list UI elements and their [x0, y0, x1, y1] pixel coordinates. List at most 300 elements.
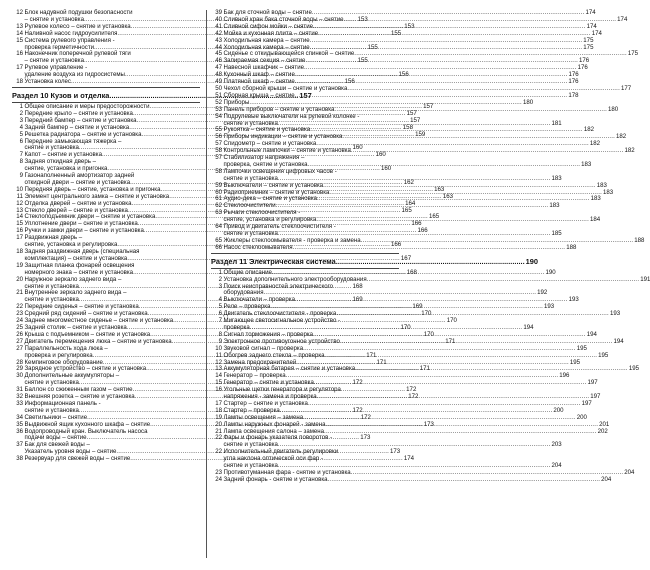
- leader-dots: [336, 311, 609, 318]
- toc-entry: [211, 282, 548, 298]
- entry-line-text: Светильники – снятие: [24, 413, 88, 421]
- entry-page-number: 182: [583, 126, 594, 134]
- entry-page-number: 202: [597, 427, 608, 435]
- entry-line-text: снятие и установка: [24, 282, 79, 290]
- entry-page-number: 153: [357, 15, 368, 23]
- entry-page-number: 194: [523, 323, 534, 331]
- entry-page-number: 188: [634, 236, 645, 244]
- entry-page-number: 165: [428, 213, 440, 221]
- entry-line-text: Звуковой сигнал – проверка: [223, 344, 304, 352]
- entry-number: 12: [16, 199, 23, 207]
- entry-line-text: Двигатель перемещения люка – снятие и установка: [24, 337, 172, 345]
- entry-page-number: 171: [366, 351, 377, 359]
- entry-line-text: Передний бампер – снятие и установка: [24, 116, 137, 124]
- entry-number: 15: [215, 379, 222, 387]
- entry-page-number: 175: [583, 43, 594, 51]
- entry-number: 9: [19, 172, 23, 180]
- entry-line-text: Стекло дверей – снятие и установка: [24, 206, 128, 214]
- entry-line-text: Бак для сточной воды – снятие: [223, 9, 312, 16]
- entry-number: 3: [19, 116, 23, 124]
- entry-page-number: 195: [598, 351, 609, 359]
- entry-number: 47: [215, 64, 222, 72]
- entry-page-number: 192: [537, 289, 548, 297]
- entry-number: 41: [215, 22, 222, 30]
- entry-line-text: Запираемая секция – снятие: [223, 57, 306, 65]
- entry-page-number: 166: [411, 220, 422, 228]
- entry-page-number: 175: [583, 36, 594, 44]
- entry-number: 4: [218, 296, 222, 304]
- section-title: Раздел 10 Кузов и отделка: [12, 90, 110, 100]
- entry-line-text: Панель приборов – снятие и установка: [223, 105, 335, 113]
- entry-page-number: 172: [406, 386, 417, 394]
- entry-page-number: 172: [352, 379, 363, 387]
- entry-page-number: 155: [357, 57, 368, 65]
- entry-page-number: 155: [391, 29, 402, 37]
- entry-page-number: 177: [620, 84, 632, 92]
- entry-line-text: Стеклоподъемник двери – снятие и установка: [24, 213, 156, 221]
- entry-page-number: 197: [590, 393, 601, 401]
- entry-line-text: Водопроводный кран. Выключатель насоса: [24, 427, 148, 435]
- entry-line-text: снятие и установка: [24, 296, 79, 304]
- entry-page-number: 170: [400, 323, 411, 331]
- entry-line-text: снятие и установка: [24, 379, 79, 387]
- entry-number: 2: [218, 275, 222, 283]
- entry-page-number: 197: [587, 379, 598, 387]
- entry-page-number: 166: [417, 227, 428, 235]
- entry-page-number: 174: [585, 9, 596, 16]
- entry-page-number: 159: [415, 130, 426, 138]
- entry-number: 26: [16, 330, 23, 338]
- entry-page-number: 184: [589, 216, 601, 224]
- entry-number: 54: [215, 112, 222, 120]
- entry-page-number: 157: [410, 116, 421, 124]
- entry-page-number: 171: [419, 365, 430, 373]
- toc-entry: [211, 154, 592, 169]
- entry-number: 20: [16, 275, 23, 283]
- leader-dots: [308, 162, 581, 169]
- entry-number: 40: [215, 15, 222, 23]
- entry-line-text: Выдвижной ящик кухонного шкафа – снятие: [24, 420, 151, 428]
- entry-line-text: Защитная планка фонарей освещения: [24, 261, 135, 269]
- entry-page-number: 176: [568, 71, 579, 79]
- entry-number: 12: [16, 9, 23, 16]
- entry-page-number: 185: [551, 230, 562, 237]
- entry-line-text: Реле – проверка: [223, 303, 271, 311]
- entry-line-text: Подрулевые выключатели на рулевой колонке -: [223, 112, 360, 120]
- entry-number: 49: [215, 78, 222, 86]
- entry-page-number: 156: [344, 78, 355, 86]
- entry-line-text: угла наклона оптической оси фар -: [223, 455, 323, 463]
- entry-line-text: Зарядное устройство – снятие и установка: [24, 365, 147, 373]
- entry-page-number: 204: [551, 462, 562, 470]
- entry-page-number: 156: [398, 71, 409, 79]
- entry-number: 27: [16, 344, 23, 352]
- entry-line-text: Дополнительные аккумуляторы –: [24, 372, 120, 380]
- entry-line-text: Указатель уровня воды – снятие: [24, 448, 117, 456]
- entry-number: 48: [215, 71, 222, 79]
- entry-line-text: Стабилизатор напряжения –: [223, 154, 305, 162]
- entry-line-text: снятие и установка: [223, 174, 278, 182]
- entry-page-number: 183: [603, 188, 614, 196]
- entry-number: 44: [215, 43, 222, 51]
- entry-number: 19: [215, 413, 222, 421]
- entry-line-text: Рулевое колесо – снятие и установка: [24, 22, 131, 30]
- entry-page-number: 193: [568, 296, 579, 304]
- entry-line-text: снятие, установка и регулировка: [24, 241, 118, 249]
- entry-number: 11: [215, 351, 222, 359]
- section-rule-top: [12, 87, 200, 88]
- entry-number: 7: [19, 151, 23, 159]
- entry-page-number: 195: [628, 365, 639, 373]
- entry-line-text: Противотуманная фара - снятие и установка: [223, 469, 351, 476]
- entry-number: 57: [215, 154, 222, 162]
- entry-line-text: Мигающее светосигнальное устройство -: [223, 317, 341, 325]
- entry-number: 19: [16, 261, 23, 269]
- entry-number: 62: [215, 202, 222, 210]
- entry-line-text: удаление воздуха из гидросистемы: [24, 71, 125, 79]
- entry-line-text: Чехол сборной крыши – снятие и установка: [223, 84, 348, 92]
- entry-number: 1: [218, 268, 222, 276]
- entry-line-text: Рулевое управление -: [24, 64, 88, 72]
- entry-line-text: Контрольные лампочки – снятие и установка: [223, 147, 351, 155]
- entry-page-number: 190: [545, 268, 556, 276]
- entry-line-text: Общее описание и меры предосторожности: [24, 102, 150, 110]
- entry-text: [223, 434, 562, 449]
- entry-line-text: Стеклоочистители: [223, 202, 276, 210]
- entry-line-text: Общие описание: [223, 268, 272, 276]
- entry-line-text: Сборная крыша – снятие: [223, 91, 295, 99]
- entry-number: 37: [16, 441, 23, 449]
- entry-page-number: 160: [375, 151, 386, 159]
- entry-page-number: 160: [352, 144, 363, 152]
- entry-line-text: Аудио-дека – снятие и установка: [223, 195, 318, 203]
- entry-page-number: 171: [376, 358, 387, 366]
- entry-line-text: Замена предохранителей: [223, 358, 297, 366]
- entry-page-number: 160: [381, 165, 392, 173]
- entry-line-text: Поиск неисправностей электрического: [223, 282, 334, 290]
- entry-number: 23: [16, 310, 23, 318]
- leader-dots: [276, 199, 549, 210]
- entry-number: 1: [19, 102, 23, 110]
- entry-number: 12: [215, 358, 222, 366]
- entry-page-number: 182: [624, 147, 635, 155]
- entry-number: 65: [215, 236, 222, 244]
- entry-line-text: Фары и фонарь указателя поворотов -: [223, 434, 333, 442]
- entry-number: 6: [218, 310, 222, 318]
- entry-page-number: 195: [569, 358, 581, 366]
- entry-number: 14: [215, 372, 222, 380]
- entry-number: 2: [19, 109, 23, 117]
- entry-page-number: 176: [577, 64, 588, 72]
- entry-number: 9: [218, 337, 222, 345]
- entry-line-text: Информационная панель -: [24, 399, 101, 407]
- entry-line-text: Параллельность хода люка –: [24, 344, 108, 352]
- entry-number: 17: [16, 234, 23, 242]
- entry-page-number: 183: [551, 174, 562, 182]
- entry-line: [223, 475, 612, 484]
- entry-line-text: снятие, установка и регулировка: [223, 216, 317, 224]
- entry-number: 45: [215, 50, 222, 58]
- entry-number: 11: [16, 192, 23, 200]
- entry-page-number: 195: [576, 344, 587, 352]
- entry-page-number: 155: [367, 43, 378, 51]
- section-title: Раздел 11 Электрическая система: [211, 256, 336, 266]
- entry-line-text: Задняя откидная дверь –: [24, 158, 96, 166]
- entry-number: 46: [215, 57, 222, 65]
- entry-line-text: Капот – снятие и установка: [24, 151, 102, 159]
- toc-entry: [211, 434, 562, 449]
- entry-page-number: 204: [601, 475, 612, 483]
- table-of-contents-page: [12, 9, 650, 558]
- entry-line-text: Стартер – проверка: [223, 406, 280, 414]
- entry-line-text: проверка, снятие и установка: [223, 160, 308, 168]
- leader-dots: [336, 254, 525, 267]
- entry-line-text: Выключатели – снятие и установка: [223, 181, 324, 189]
- entry-number: 21: [16, 289, 23, 297]
- entry-line-text: – снятие и установка: [24, 57, 84, 65]
- entry-line-text: Сигнал торможения – проверка: [223, 330, 314, 338]
- entry-line-text: Блок надувной подушки безопасности: [24, 9, 133, 16]
- entry-line-text: Насос стеклоомывателя: [223, 243, 293, 251]
- entry-number: 29: [16, 365, 23, 373]
- entry-line-text: Кухонный шкаф – снятие: [223, 71, 295, 79]
- entry-line-text: комплектация) – снятие и установка: [24, 254, 128, 262]
- entry-page-number: 174: [403, 455, 415, 463]
- entry-line-text: Задний столик – снятие и установка: [24, 323, 127, 331]
- leader-dots: [328, 477, 601, 484]
- entry-page-number: 168: [406, 268, 417, 276]
- entry-line-text: Жиклеры стеклоомывателя - проверка и замена: [223, 236, 361, 244]
- entry-number: 35: [16, 420, 23, 428]
- entry-page-number: 172: [408, 393, 419, 401]
- entry-page-number: 191: [640, 275, 650, 283]
- entry-number: 14: [16, 213, 23, 221]
- entry-line-text: Внешняя розетка – снятие и установка: [24, 393, 135, 401]
- entry-number: 59: [215, 181, 222, 189]
- entry-line-text: Мойка и кухонная плита – снятие: [223, 29, 319, 37]
- entry-line-text: снятие и установка: [24, 144, 79, 152]
- entry-line-text: Навесной шкафчик – снятие: [223, 64, 305, 72]
- entry-line-text: напряжения - замена и проверка: [223, 393, 317, 401]
- entry-line-text: Отделка дверей – снятие и установка: [24, 199, 132, 207]
- entry-line-text: Лампочки освещения цифровых часов -: [223, 167, 337, 175]
- entry-page-number: 167: [400, 254, 412, 262]
- entry-line-text: Установка дополнительного электрооборудования: [223, 275, 367, 283]
- entry-number: 22: [215, 434, 222, 442]
- entry-line-text: Двигатель стеклоочистителя - проверка: [223, 310, 337, 318]
- entry-line-text: Приборы: [223, 98, 250, 106]
- entry-page-number: 175: [627, 50, 639, 58]
- entry-line-text: Передние замыкающая тяжерка –: [24, 137, 122, 145]
- entry-page-number: 173: [360, 434, 371, 442]
- entry-number: 34: [16, 413, 23, 421]
- entry-number: 24: [16, 317, 23, 325]
- entry-line-text: Сливной сифон мойки – снятие: [223, 22, 313, 30]
- entry-line-text: Сиденье с откидывающейся спинкой – снятие: [223, 50, 355, 58]
- section-rule-top: [211, 253, 399, 254]
- entry-number: 17: [16, 64, 23, 72]
- entry-number: 7: [218, 317, 222, 325]
- entry-line-text: Холодильная камера – снятие: [223, 43, 310, 51]
- entry-page-number: 158: [402, 123, 413, 131]
- entry-page-number: 183: [590, 195, 601, 203]
- entry-number: 33: [16, 399, 23, 407]
- entry-line-text: Холодильная камера – снятие: [223, 36, 310, 44]
- entry-page-number: 169: [412, 303, 423, 311]
- entry-line-text: подачи воды – снятие: [24, 434, 87, 442]
- entry-number: 16: [215, 386, 222, 394]
- entry-page-number: 169: [352, 296, 363, 304]
- leader-dots: [314, 380, 587, 387]
- entry-page-number: 178: [568, 91, 579, 99]
- entry-number: 22: [215, 448, 222, 456]
- entry-text: [223, 154, 592, 169]
- entry-page-number: 180: [608, 105, 619, 113]
- entry-line-text: снятие и установка: [223, 119, 278, 127]
- entry-number: 53: [215, 105, 222, 113]
- entry-number: 52: [215, 98, 222, 106]
- entry-page-number: 200: [553, 406, 564, 414]
- entry-number: 16: [16, 50, 23, 58]
- entry-line-text: Уплотнение двери – снятие и установка: [24, 220, 138, 228]
- entry-line-text: Задний бампер – снятие и установка: [24, 123, 130, 131]
- entry-page-number: 194: [613, 337, 624, 345]
- entry-line-text: Ручки и замки двери – снятие и установка: [24, 227, 144, 235]
- entry-line-text: Генератор – снятие и установка: [223, 379, 314, 387]
- entry-page-number: 157: [423, 102, 434, 110]
- entry-page-number: 193: [544, 303, 555, 311]
- entry-page-number: 174: [591, 29, 602, 37]
- entry-page-number: 188: [566, 243, 577, 251]
- entry-page-number: 172: [360, 413, 371, 421]
- entry-line-text: проверка и регулировка: [24, 351, 93, 359]
- entry-line-text: снятие, установка и пригонка: [24, 165, 108, 173]
- entry-number: 18: [16, 248, 23, 255]
- leader-dots: [367, 277, 640, 284]
- entry-number: 13: [215, 365, 222, 373]
- entry-line-text: Резервуар для свежей воды – снятие: [24, 455, 131, 463]
- entry-line-text: Спидометр – снятие и установка: [223, 140, 317, 148]
- entry-number: 31: [16, 386, 23, 394]
- entry-line-text: Крыша с подъемником – снятие и установка: [24, 330, 151, 338]
- entry-number: 60: [215, 188, 222, 196]
- entry-number: 16: [16, 227, 23, 235]
- toc-entry: [211, 475, 612, 484]
- entry-number: 36: [16, 427, 23, 435]
- entry-number: 56: [215, 133, 222, 141]
- entry-page-number: 163: [442, 192, 453, 200]
- leader-dots: [334, 107, 607, 114]
- entry-line-text: Задний фонарь - снятие и установка: [223, 475, 328, 483]
- entry-page-number: 201: [599, 420, 610, 428]
- entry-line-text: проверка: [223, 323, 250, 331]
- entry-line-text: Генератор – проверка: [223, 372, 286, 380]
- entry-number: 21: [215, 427, 222, 435]
- entry-number: 5: [19, 130, 23, 138]
- entry-page-number: 182: [589, 140, 601, 148]
- entry-page-number: 164: [405, 199, 416, 207]
- entry-line-text: Раздвижная дверь –: [24, 234, 83, 242]
- entry-line-text: откидной двери – снятие и установка: [24, 178, 131, 186]
- entry-number: 14: [16, 29, 23, 37]
- entry-line-text: Установка колес: [24, 78, 71, 86]
- entry-line-text: Сливной кран бака сточной воды – снятие: [223, 15, 344, 23]
- entry-number: 38: [16, 455, 23, 463]
- entry-number: 28: [16, 358, 23, 366]
- entry-page-number: 171: [445, 337, 456, 345]
- entry-number: 25: [16, 323, 23, 331]
- entry-page-number: 183: [549, 202, 560, 210]
- entry-line-text: Рычаги стеклоочистителя -: [223, 209, 301, 217]
- entry-number: 50: [215, 84, 222, 92]
- entry-number: 8: [19, 158, 23, 166]
- entry-page-number: 174: [617, 15, 628, 23]
- entry-number: 6: [19, 137, 23, 145]
- entry-number: 39: [215, 9, 222, 16]
- entry-line-text: Лампа освещения салона – замена: [223, 427, 325, 435]
- entry-line-text: Приборы индикации – снятие и установка: [223, 133, 343, 141]
- entry-number: 42: [215, 29, 222, 37]
- entry-page-number: 170: [421, 310, 432, 318]
- entry-page-number: 194: [586, 330, 597, 338]
- entry-line-text: Кемпинговое оборудование: [24, 358, 103, 366]
- entry-page-number: 193: [609, 310, 621, 318]
- leader-dots: [324, 429, 597, 436]
- entry-number: 27: [16, 337, 23, 345]
- entry-page-number: 183: [596, 181, 607, 189]
- entry-number: 18: [215, 406, 222, 414]
- entry-number: 10: [16, 185, 23, 193]
- entry-page-number: 203: [551, 441, 562, 449]
- entry-page-number: 182: [616, 133, 627, 141]
- entry-line-text: Лампы наружных фонарей - замена: [223, 420, 326, 428]
- entry-number: 58: [215, 167, 222, 175]
- entry-page-number: 197: [581, 399, 592, 407]
- entry-line-text: Передние сиденья – снятие и установка: [24, 303, 139, 311]
- entry-page-number: 200: [576, 413, 587, 421]
- entry-number: 15: [16, 220, 23, 228]
- entry-page-number: 196: [559, 372, 570, 380]
- entry-number: 58: [215, 147, 222, 155]
- entry-text: [223, 282, 548, 298]
- entry-page-number: 176: [579, 57, 590, 65]
- entry-line-text: Электронное противоугонное устройство: [223, 337, 340, 345]
- entry-line-text: Наливной насос гидроусилителя: [24, 29, 118, 37]
- entry-page-number: 174: [586, 22, 597, 30]
- entry-number: 3: [218, 282, 222, 290]
- entry-line-text: номерного знака – снятие и установка: [24, 268, 134, 276]
- entry-page-number: 157: [406, 109, 417, 117]
- entry-line-text: снятие и установка: [223, 462, 278, 470]
- entry-number: 13: [16, 22, 23, 30]
- entry-number: 23: [215, 469, 222, 476]
- entry-line-text: Привод и двигатель стеклоочистителя -: [223, 223, 336, 231]
- entry-number: 22: [16, 303, 23, 311]
- entry-page-number: 153: [404, 22, 415, 30]
- entry-page-number: 170: [423, 330, 434, 338]
- entry-page-number: 183: [581, 160, 592, 168]
- entry-number: 57: [215, 140, 222, 148]
- entry-line-text: Угольные щетки генератора и регулятора: [223, 386, 341, 394]
- entry-page-number: 172: [352, 406, 363, 414]
- entry-line-text: Платяной шкаф – снятие: [223, 78, 295, 86]
- entry-number: 55: [215, 126, 222, 134]
- entry-number: 30: [16, 372, 23, 380]
- entry-number: 5: [218, 303, 222, 311]
- entry-number: 15: [16, 36, 23, 44]
- leader-dots: [316, 217, 589, 224]
- entry-line-text: Система рулевого управления -: [24, 36, 115, 44]
